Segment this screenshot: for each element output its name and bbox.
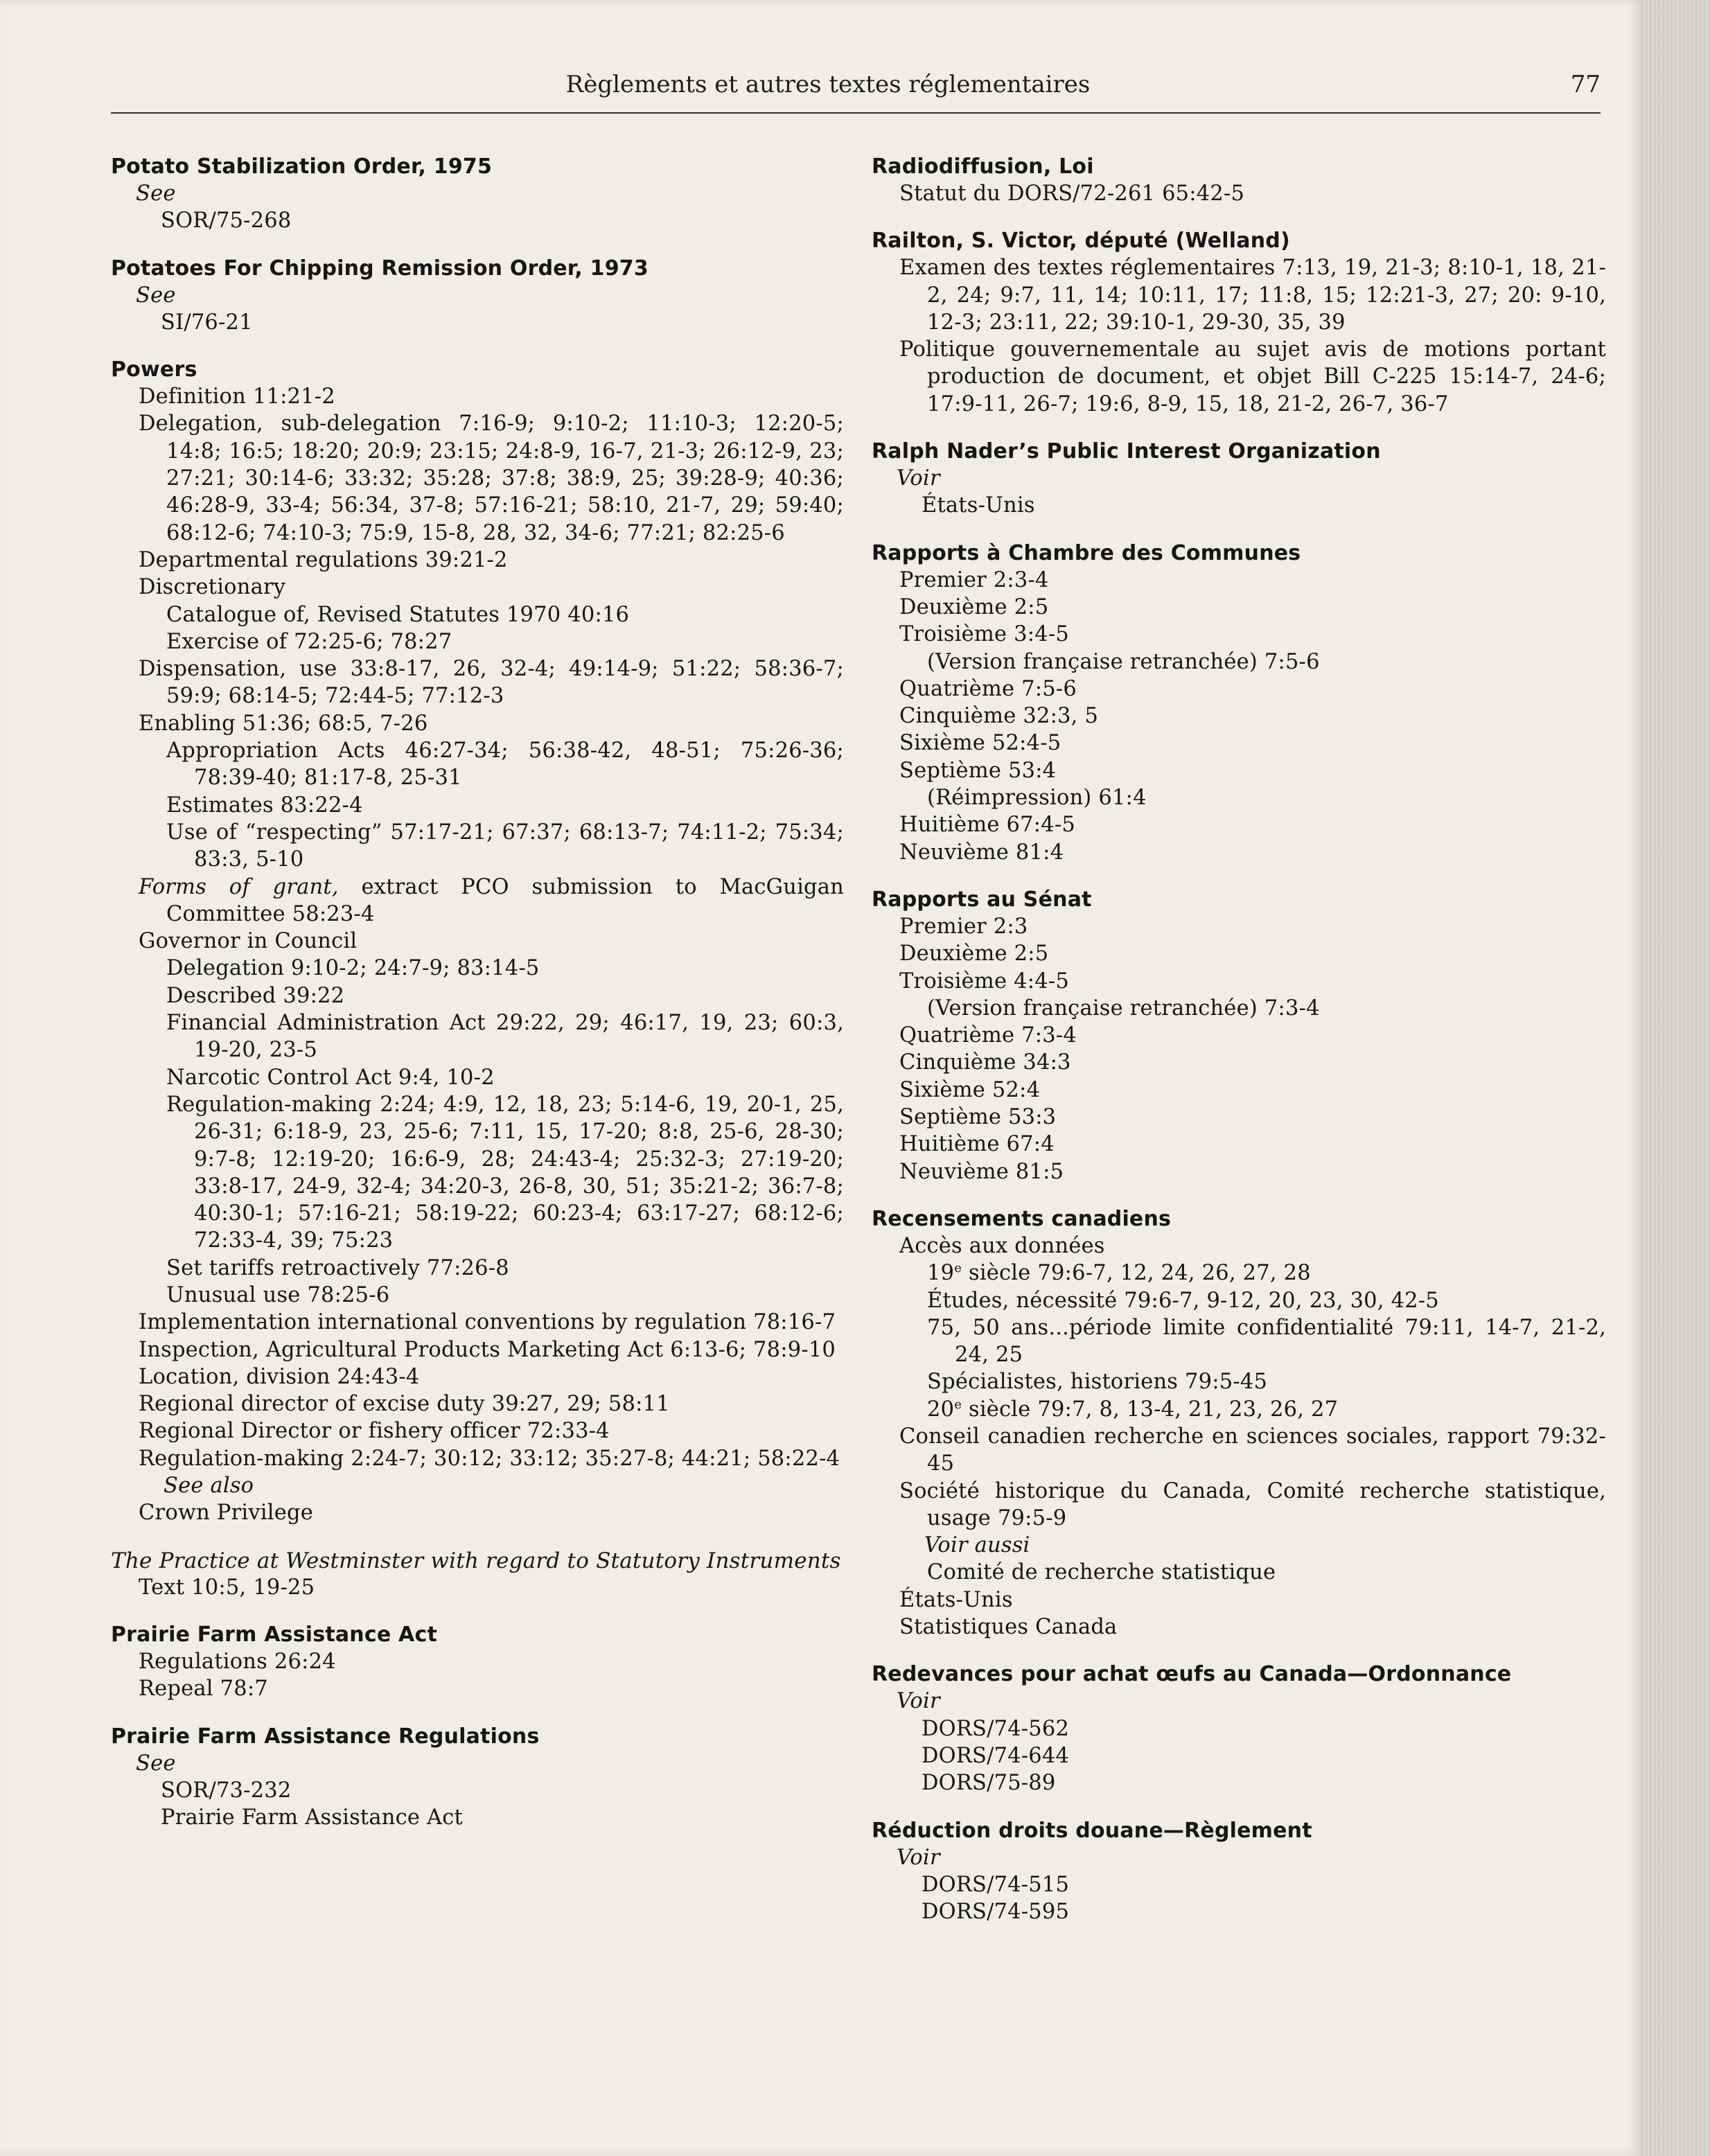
index-subentry — [899, 675, 1606, 703]
entry-text: Ralph Nader’s Public Interest Organization — [872, 439, 1381, 464]
index-subentry — [899, 730, 1606, 757]
entry-text: Huitième 67:4 — [899, 1132, 1055, 1157]
century-number: 19 — [927, 1261, 955, 1286]
cross-reference-label — [897, 1844, 1606, 1871]
index-subentry-level2 — [927, 648, 1606, 675]
index-subentry — [139, 547, 844, 574]
cross-reference-target — [922, 1871, 1606, 1898]
index-subentry — [899, 1158, 1606, 1185]
index-subentry-level2 — [927, 1368, 1606, 1395]
index-subentry — [899, 913, 1606, 940]
cross-reference-target — [922, 1769, 1606, 1796]
entry-text: États-Unis — [899, 1587, 1013, 1612]
index-heading — [872, 439, 1606, 465]
index-subentry — [899, 811, 1606, 838]
entry-text: Regulations 26:24 — [139, 1649, 336, 1674]
index-subentry-level2 — [927, 1260, 1606, 1287]
italic-lead: Forms of grant, — [139, 874, 339, 899]
cross-reference-label — [897, 1688, 1606, 1715]
entry-text: Dispensation, use 33:8-17, 26, 32-4; 49:14-9; 51:22; 58:36-7; 59:9; 68:14-5; 72:44-5; 77:12-3 — [139, 657, 844, 709]
index-subentry — [139, 574, 844, 601]
entry-text: Prairie Farm Assistance Act — [111, 1622, 437, 1647]
entry-text: Premier 2:3 — [899, 914, 1028, 939]
index-heading — [872, 228, 1606, 254]
entry-text: Deuxième 2:5 — [899, 942, 1049, 966]
index-subentry — [139, 1648, 844, 1675]
entry-text: Use of “respecting” 57:17-21; 67:37; 68:13-7; 74:11-2; 75:34; 83:3, 5-10 — [166, 820, 844, 872]
entry-text: Location, division 24:43-4 — [139, 1364, 420, 1389]
index-heading — [872, 1206, 1606, 1232]
entry-text: Governor in Council — [139, 929, 358, 954]
entry-text: Deuxième 2:5 — [899, 594, 1049, 619]
entry-text: Delegation, sub-delegation 7:16-9; 9:10-2; 11:10-3; 12:20-5; 14:8; 16:5; 18:20; 20:9; 23:15; 24:8-9, 16-7, 21-3; 26:12-9, 23; 27:21; 30:14-6; 33:32; 35:28; 37:8; 38:9, 25; 39:28-9; 40:36; 46:28-9, 33-4; 56:34, 37-8; 57:16-21; 58:10, 21-7, 29; 59:40; 68:12-6; 74:10-3; 75:9, 15-8, 28, 32, 34-6; 77:21; 82:25-6 — [139, 412, 844, 545]
entry-text: Estimates 83:22-4 — [166, 793, 363, 818]
entry-text: Cinquième 32:3, 5 — [899, 704, 1099, 729]
entry-text: 75, 50 ans...période limite confidentialité 79:11, 14-7, 21-2, 24, 25 — [927, 1315, 1606, 1368]
index-subentry — [899, 968, 1606, 995]
index-subentry — [139, 874, 844, 928]
index-subentry-level2 — [166, 792, 844, 819]
entry-text: Premier 2:3-4 — [899, 567, 1049, 592]
index-subentry — [139, 710, 844, 737]
index-subentry — [899, 180, 1606, 207]
entry-text: SOR/75-268 — [161, 209, 292, 233]
entry-text: SOR/73-232 — [161, 1778, 292, 1803]
cross-reference-label — [924, 1532, 1606, 1559]
entry-text: Troisième 4:4-5 — [899, 969, 1069, 993]
entry-text: Voir — [897, 1845, 940, 1870]
entry-text: The Practice at Westminster with regard to Statutory Instruments — [111, 1548, 841, 1573]
entry-text: Cinquième 34:3 — [899, 1050, 1071, 1075]
entry-text: (Réimpression) 61:4 — [927, 786, 1147, 811]
index-subentry — [899, 1022, 1606, 1049]
entry-text: Société historique du Canada, Comité recherche statistique, usage 79:5-9 — [899, 1478, 1606, 1530]
entry-text: Statut du DORS/72-261 65:42-5 — [899, 182, 1245, 206]
cross-reference-target — [922, 1715, 1606, 1742]
index-subentry — [139, 410, 844, 546]
entry-text: Regional Director or fishery officer 72:33-4 — [139, 1419, 610, 1444]
entry-text: See — [136, 1751, 176, 1776]
entry-text: Septième 53:4 — [899, 758, 1057, 783]
entry-text: Narcotic Control Act 9:4, 10-2 — [166, 1065, 495, 1090]
entry-text: Rapports au Sénat — [872, 887, 1092, 912]
index-subentry-level2 — [166, 628, 844, 655]
entry-text: (Version française retranchée) 7:5-6 — [927, 649, 1320, 674]
entry-text: Politique gouvernementale au sujet avis de motions portant production de document, et objet Bill C-225 15:14-7, 24-6; 17:9-11, 26-7; 19:6, 8-9, 15, 18, 21-2, 26-7, 36-7 — [899, 337, 1606, 416]
index-heading — [111, 154, 844, 180]
index-subentry-level2 — [927, 995, 1606, 1022]
cross-reference-target — [922, 492, 1606, 519]
entry-text: Études, nécessité 79:6-7, 9-12, 20, 23, 30, 42-5 — [927, 1288, 1439, 1313]
index-subentry — [139, 928, 844, 955]
entry-text: Exercise of 72:25-6; 78:27 — [166, 629, 452, 654]
index-subentry-level2 — [927, 1287, 1606, 1314]
index-subentry-level2 — [166, 982, 844, 1009]
index-heading — [872, 887, 1606, 913]
cross-reference-label — [897, 465, 1606, 492]
century-number: 20 — [927, 1397, 955, 1422]
entry-text: Recensements canadiens — [872, 1206, 1172, 1231]
cross-reference-label — [136, 1750, 844, 1777]
entry-text: extract PCO submission to MacGuigan Committee 58:23-4 — [166, 874, 844, 926]
ordinal-suffix: e — [954, 1397, 962, 1412]
index-subentry — [899, 1232, 1606, 1260]
entry-text: Delegation 9:10-2; 24:7-9; 83:14-5 — [166, 956, 540, 981]
index-subentry — [899, 336, 1606, 418]
index-subentry-level2 — [166, 737, 844, 792]
entry-text: See also — [164, 1474, 254, 1499]
entry-text: See — [136, 182, 176, 206]
page-edge-stack — [1641, 0, 1710, 2156]
entry-text: Unusual use 78:25-6 — [166, 1282, 390, 1307]
cross-reference-target — [922, 1898, 1606, 1925]
entry-text: États-Unis — [922, 493, 1035, 518]
index-heading — [111, 1622, 844, 1648]
entry-text: DORS/74-562 — [922, 1716, 1070, 1741]
entry-text: Enabling 51:36; 68:5, 7-26 — [139, 711, 428, 736]
index-subentry — [899, 1587, 1606, 1614]
index-subentry — [139, 1499, 844, 1526]
index-subentry-level2 — [927, 1314, 1606, 1369]
entry-text: Definition 11:21-2 — [139, 385, 335, 409]
entry-text: Potato Stabilization Order, 1975 — [111, 154, 493, 179]
entry-text: DORS/74-644 — [922, 1743, 1070, 1768]
index-column-right — [872, 154, 1606, 1925]
entry-text: Septième 53:3 — [899, 1105, 1057, 1130]
entry-text: DORS/74-595 — [922, 1900, 1070, 1925]
index-subentry-level2 — [166, 601, 844, 628]
index-subentry — [899, 1423, 1606, 1478]
index-subentry — [139, 1309, 844, 1336]
cross-reference-target — [161, 207, 844, 234]
index-subentry-level2 — [166, 819, 844, 874]
entry-text: SI/76-21 — [161, 310, 253, 335]
index-subentry — [899, 1614, 1606, 1641]
entry-text: Neuvième 81:5 — [899, 1159, 1064, 1184]
entry-text: Voir — [897, 466, 940, 491]
entry-text: Crown Privilege — [139, 1501, 313, 1526]
index-subentry — [139, 1574, 844, 1601]
entry-text: Spécialistes, historiens 79:5-45 — [927, 1370, 1268, 1395]
index-subentry — [139, 1417, 844, 1444]
entry-text: Financial Administration Act 29:22, 29; 46:17, 19, 23; 60:3, 19-20, 23-5 — [166, 1011, 844, 1063]
ordinal-suffix: e — [954, 1261, 962, 1276]
entry-text: Prairie Farm Assistance Regulations — [111, 1724, 540, 1749]
entry-text: Quatrième 7:3-4 — [899, 1023, 1077, 1048]
index-subentry — [899, 594, 1606, 621]
entry-text: See — [136, 283, 176, 308]
entry-text: Huitième 67:4-5 — [899, 813, 1075, 838]
index-heading — [111, 1548, 844, 1574]
index-heading — [111, 1724, 844, 1750]
cross-reference-label — [136, 282, 844, 309]
index-subentry-level2 — [927, 1559, 1606, 1586]
entry-text: Described 39:22 — [166, 983, 345, 1008]
entry-text: Text 10:5, 19-25 — [139, 1575, 315, 1600]
index-heading — [111, 256, 844, 282]
index-subentry-level2 — [166, 1282, 844, 1309]
index-subentry-level2 — [166, 955, 844, 982]
index-subentry — [899, 703, 1606, 730]
entry-text: Sixième 52:4 — [899, 1077, 1041, 1102]
entry-text: Radiodiffusion, Loi — [872, 154, 1094, 179]
index-column-left — [111, 154, 844, 1831]
index-subentry-level2 — [927, 1396, 1606, 1423]
index-subentry-level2 — [166, 1255, 844, 1282]
entry-text: Conseil canadien recherche en sciences sociales, rapport 79:32-45 — [899, 1424, 1606, 1476]
entry-text: Prairie Farm Assistance Act — [161, 1805, 464, 1830]
entry-text: (Version française retranchée) 7:3-4 — [927, 996, 1320, 1020]
index-subentry — [899, 621, 1606, 648]
index-subentry — [139, 1363, 844, 1390]
page-header — [111, 67, 1601, 114]
index-heading — [872, 540, 1606, 567]
index-heading — [872, 1818, 1606, 1844]
entry-text: Troisième 3:4-5 — [899, 622, 1069, 647]
entry-text: Powers — [111, 357, 197, 382]
entry-text: Appropriation Acts 46:27-34; 56:38-42, 48-51; 75:26-36; 78:39-40; 81:17-8, 25-31 — [166, 739, 844, 790]
index-subentry-level2 — [927, 784, 1606, 811]
entry-text: Potatoes For Chipping Remission Order, 1973 — [111, 256, 649, 281]
index-subentry — [899, 254, 1606, 336]
running-title: Règlements et autres textes réglementaires — [565, 71, 1091, 98]
entry-text: Catalogue of, Revised Statutes 1970 40:16 — [166, 602, 630, 627]
cross-reference-target — [922, 1742, 1606, 1769]
entry-text: Voir aussi — [924, 1533, 1030, 1558]
entry-text: Quatrième 7:5-6 — [899, 676, 1077, 701]
index-subentry-level2 — [166, 1009, 844, 1064]
entry-text: Implementation international conventions by regulation 78:16-7 — [139, 1310, 836, 1335]
cross-reference-label — [164, 1472, 844, 1499]
index-subentry — [139, 1445, 844, 1472]
index-subentry — [899, 1049, 1606, 1076]
index-subentry-level2 — [166, 1091, 844, 1255]
cross-reference-target — [161, 1804, 844, 1831]
entry-text: Discretionary — [139, 575, 286, 600]
cross-reference-label — [136, 180, 844, 207]
index-heading — [111, 357, 844, 383]
index-subentry-level2 — [166, 1064, 844, 1091]
index-subentry — [899, 1478, 1606, 1532]
index-subentry — [139, 1675, 844, 1702]
page-number: 77 — [1570, 71, 1601, 98]
index-subentry — [899, 839, 1606, 866]
entry-text: DORS/74-515 — [922, 1872, 1070, 1897]
index-subentry — [139, 383, 844, 410]
entry-text: Voir — [897, 1689, 940, 1714]
entry-text: Repeal 78:7 — [139, 1677, 268, 1702]
index-heading — [872, 1661, 1606, 1688]
entry-text: Rapports à Chambre des Communes — [872, 540, 1301, 565]
entry-text: Redevances pour achat œufs au Canada—Ordonnance — [872, 1662, 1512, 1687]
entry-text: siècle 79:6-7, 12, 24, 26, 27, 28 — [962, 1261, 1311, 1286]
entry-text: Regional director of excise duty 39:27, 29; 58:11 — [139, 1392, 670, 1417]
entry-text: DORS/75-89 — [922, 1771, 1056, 1796]
entry-text: Departmental regulations 39:21-2 — [139, 547, 508, 572]
index-subentry — [899, 757, 1606, 784]
entry-text: Railton, S. Victor, député (Welland) — [872, 229, 1290, 254]
entry-text: Accès aux données — [899, 1233, 1105, 1258]
entry-text: Inspection, Agricultural Products Marketing Act 6:13-6; 78:9-10 — [139, 1337, 836, 1362]
entry-text: Set tariffs retroactively 77:26-8 — [166, 1255, 509, 1280]
entry-text: Sixième 52:4-5 — [899, 731, 1061, 756]
index-subentry — [899, 1104, 1606, 1131]
index-heading — [872, 154, 1606, 180]
entry-text: Comité de recherche statistique — [927, 1560, 1276, 1585]
index-subentry — [899, 567, 1606, 594]
entry-text: Statistiques Canada — [899, 1615, 1118, 1640]
entry-text: Regulation-making 2:24-7; 30:12; 33:12; 35:27-8; 44:21; 58:22-4 — [139, 1446, 840, 1471]
index-subentry — [139, 655, 844, 710]
entry-text: Réduction droits douane—Règlement — [872, 1818, 1312, 1843]
entry-text: siècle 79:7, 8, 13-4, 21, 23, 26, 27 — [962, 1397, 1339, 1422]
index-subentry — [899, 1077, 1606, 1104]
index-subentry — [139, 1390, 844, 1417]
index-subentry — [899, 940, 1606, 967]
index-subentry — [899, 1131, 1606, 1158]
cross-reference-target — [161, 1777, 844, 1804]
cross-reference-target — [161, 309, 844, 336]
entry-text: Regulation-making 2:24; 4:9, 12, 18, 23; 5:14-6, 19, 20-1, 25, 26-31; 6:18-9, 23, 25-6; 7:11, 15, 17-20; 8:8, 25-6, 28-30; 9:7-8; 12:19-20; 16:6-9, 28; 24:43-4; 25:32-3; 27:19-20; 33:8-17, 24-9, 32-4; 34:20-3, 26-8, 30, 51; 35:21-2; 36:7-8; 40:30-1; 57:16-21; 58:19-22; 60:23-4; 63:17-27; 68:12-6; 72:33-4, 39; 75:23 — [166, 1092, 844, 1253]
entry-text: Examen des textes réglementaires 7:13, 19, 21-3; 8:10-1, 18, 21-2, 24; 9:7, 11, 14; 10:11, 17; 11:8, 15; 12:21-3, 27; 20: 9-10, 12-3; 23:11, 22; 39:10-1, 29-30, 35, 39 — [899, 256, 1606, 335]
index-subentry — [139, 1336, 844, 1363]
entry-text: Neuvième 81:4 — [899, 840, 1064, 865]
